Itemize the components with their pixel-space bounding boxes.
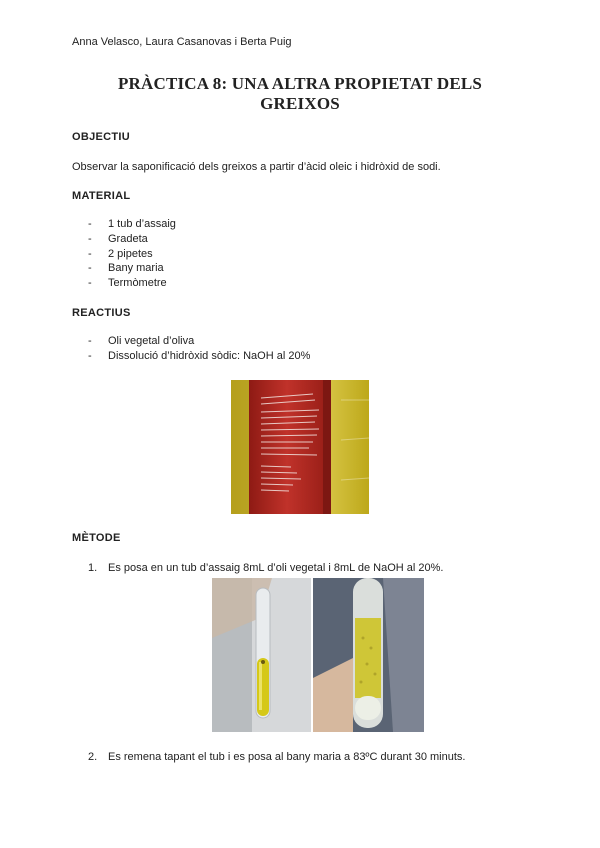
material-heading: MATERIAL (72, 190, 131, 202)
list-item: - Termòmetre (88, 277, 167, 290)
oil-bottle-photo (231, 380, 369, 514)
list-item: - Oli vegetal d’oliva (88, 335, 195, 347)
metode-step-2 (88, 750, 465, 765)
title-line-1: PRÀCTICA 8: UNA ALTRA PROPIETAT DELS (117, 74, 483, 93)
list-item: - 2 pipetes (88, 247, 153, 260)
test-tube-photo-1 (212, 578, 311, 732)
reactius-list (88, 334, 310, 364)
list-item: - Bany maria (88, 262, 164, 275)
objectiu-heading: OBJECTIU (72, 131, 131, 143)
reactius-heading: REACTIUS (72, 307, 131, 319)
test-tube-photo-2 (313, 578, 424, 732)
list-item: - Dissolució d’hidròxid sòdic: NaOH al 20% (88, 349, 311, 362)
list-item: - 1 tub d’assaig (88, 218, 176, 230)
material-list (88, 217, 176, 291)
metode-heading: MÈTODE (72, 532, 121, 544)
list-item: 1. Es posa en un tub d’assaig 8mL d’oli vegetal i 8mL de NaOH al 20%. (88, 562, 444, 574)
list-item: 2. Es remena tapant el tub i es posa al bany maria a 83ºC durant 30 minuts. (88, 751, 466, 763)
authors: Anna Velasco, Laura Casanovas i Berta Puig (72, 36, 292, 48)
metode-step-1 (88, 561, 444, 576)
page-title (90, 74, 510, 114)
title-line-2: GREIXOS (260, 94, 340, 113)
objectiu-text: Observar la saponificació dels greixos a partir d’àcid oleic i hidròxid de sodi. (72, 161, 441, 173)
list-item: - Gradeta (88, 232, 148, 245)
